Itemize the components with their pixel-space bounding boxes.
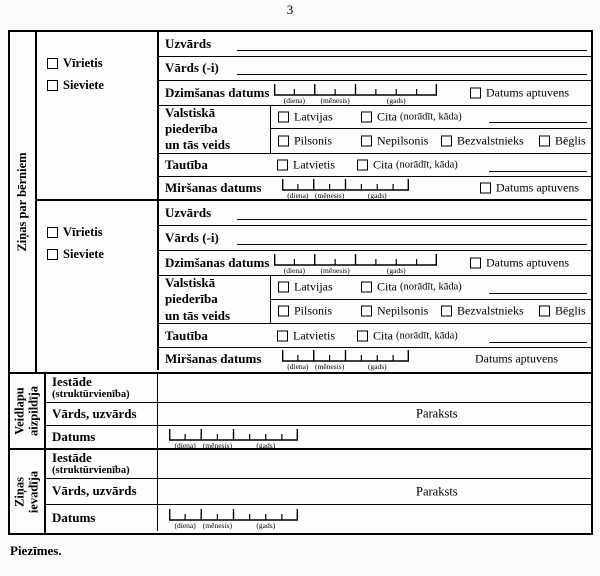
institution-input-area[interactable] [158,374,591,402]
other-citizenship-checkbox[interactable] [361,282,372,293]
notes-heading: Piezīmes. [10,543,62,558]
entered-by-rotated-header [10,450,46,533]
other-ethnicity-checkbox[interactable] [357,330,368,341]
date-unit-labels: (diena) (mēnesis) (gads) [174,441,276,450]
date-input-area [158,426,591,448]
surname-label: Uzvārds [165,205,212,220]
male-label: Vīrietis [63,56,103,70]
latvian-checkbox[interactable] [277,330,288,341]
latvia-checkbox[interactable] [278,112,289,123]
latvian-checkbox[interactable] [277,160,288,171]
sex-option-female [47,247,104,262]
surname-input-line[interactable] [237,50,587,51]
child-fields [159,32,591,199]
status-refugee-option: Bēglis [539,304,586,319]
birth-date-field[interactable] [274,253,437,275]
signature-label: Paraksts [416,484,458,498]
citizenship-other-option: Cita (norādīt, kāda) [361,110,462,125]
ethnicity-row [159,324,591,348]
date-unit-labels: (diena) (mēnesis) (gads) [287,191,387,201]
filled-date-field[interactable] [169,428,298,450]
full-name-label: Vārds, uzvārds [46,403,158,425]
ethnicity-label: Tautība [165,327,208,343]
citizenship-latvia-option: Latvijas [278,110,333,125]
surname-input-line[interactable] [237,219,587,220]
filled-by-rotated-header [10,374,46,448]
death-date-field[interactable] [282,349,409,371]
citizenship-other-option: Cita (norādīt, kāda) [361,280,462,295]
given-name-row [159,226,591,251]
other-citizenship-checkbox[interactable] [361,112,372,123]
death-date-label: Miršanas datums [165,180,262,196]
death-date-label: Miršanas datums [165,351,262,366]
birth-date-approx-checkbox[interactable] [470,87,481,98]
citizenship-options [271,276,591,323]
date-ruler [169,508,298,521]
child-block-2 [37,201,591,370]
citizenship-country-subrow [271,106,591,130]
status-noncitizen-option: Nepilsonis [361,134,428,149]
male-label: Vīrietis [63,225,103,239]
entered-date-field[interactable] [169,508,298,530]
surname-row [159,32,591,57]
status-noncitizen-option: Nepilsonis [361,304,428,319]
citizen-checkbox[interactable] [278,306,289,317]
institution-input-area[interactable] [158,450,591,478]
entered-by-rows [46,450,591,533]
ethnicity-label: Tautība [165,157,208,173]
birth-date-approx-checkbox[interactable] [470,258,481,269]
status-refugee-option: Bēglis [539,134,586,149]
birth-date-row [159,81,591,106]
section-filled-by [10,372,591,448]
citizenship-row [159,106,591,154]
citizenship-label: Valstiskā piederība un tās veids [159,106,271,153]
citizenship-country-subrow [271,276,591,300]
status-stateless-option: Bezvalstnieks [441,304,524,319]
date-label: Datums [46,426,158,448]
child-block-1 [37,32,591,201]
ethnicity-other-option: Cita (norādīt, kāda) [357,328,458,343]
latvia-checkbox[interactable] [278,282,289,293]
date-ruler [282,178,409,191]
date-ruler [282,349,409,362]
birth-date-approx-option: Datums aptuvens [470,256,569,271]
institution-row [46,374,591,403]
status-stateless-option: Bezvalstnieks [441,134,524,149]
death-date-approx-label: Datums aptuvens [475,351,558,366]
death-date-approx-option: Datums aptuvens [480,181,579,196]
given-name-row [159,57,591,82]
male-checkbox[interactable] [47,227,58,238]
date-label: Datums [46,505,158,531]
filled-by-rows [46,374,591,448]
noncitizen-checkbox[interactable] [361,306,372,317]
stateless-checkbox[interactable] [441,136,452,147]
other-citizenship-input-line[interactable] [489,122,587,123]
female-label: Sieviete [63,247,104,261]
children-rotated-header [10,32,37,372]
other-ethnicity-checkbox[interactable] [357,160,368,171]
refugee-checkbox[interactable] [539,136,550,147]
children-blocks [37,32,591,372]
status-citizen-option: Pilsonis [278,134,332,149]
given-name-label: Vārds (-i) [165,230,219,245]
given-name-input-line[interactable] [237,74,587,75]
birth-date-approx-label: Datums aptuvens [486,85,569,100]
institution-row [46,450,591,479]
birth-date-label: Dzimšanas datums [165,84,270,100]
filled-by-rotated-label: Veidlapu aizpildīja [12,385,40,437]
citizen-checkbox[interactable] [278,136,289,147]
birth-date-approx-option [470,85,569,100]
female-checkbox[interactable] [47,249,58,260]
birth-date-label: Dzimšanas datums [165,255,270,270]
citizenship-status-subrow [271,129,591,152]
birth-date-field[interactable] [274,83,437,105]
birth-date-row [159,251,591,276]
citizenship-row [159,276,591,324]
sex-option-male [47,56,103,71]
form-table [8,30,593,535]
institution-label: Iestāde (struktūrvienība) [46,374,158,402]
noncitizen-checkbox[interactable] [361,136,372,147]
citizenship-options [271,106,591,153]
page-number: 3 [286,2,294,17]
child-fields [159,201,591,370]
given-name-label: Vārds (-i) [165,60,219,76]
full-name-label: Vārds, uzvārds [46,479,158,504]
date-row [46,426,591,448]
death-date-row [159,348,591,370]
other-citizenship-input-line[interactable] [489,293,587,294]
full-name-row [46,479,591,505]
full-name-input-area[interactable] [158,479,591,504]
surname-row [159,201,591,226]
other-ethnicity-input-line[interactable] [489,171,587,172]
date-unit-labels: (diena) (mēnesis) (gads) [283,266,406,275]
ethnicity-latvian-option: Latvietis [277,328,335,343]
children-rotated-label: Ziņas par bērniem [14,152,29,252]
signature-label: Paraksts [416,406,458,421]
death-date-field[interactable] [282,178,409,200]
male-checkbox[interactable] [47,58,58,69]
sex-option-female [47,78,104,93]
date-unit-labels: (diena) (mēnesis) (gads) [287,362,387,371]
section-children [10,32,591,372]
entered-by-rotated-label: Ziņas ievadīja [12,470,40,513]
given-name-input-line[interactable] [237,244,587,245]
date-ruler [274,253,437,266]
sex-option-male [47,225,103,240]
other-ethnicity-input-line[interactable] [489,342,587,343]
female-checkbox[interactable] [47,80,58,91]
ethnicity-other-option: Cita (norādīt, kāda) [357,158,458,173]
ethnicity-row [159,154,591,178]
citizenship-status-subrow [271,300,591,323]
sex-column [37,32,159,199]
surname-label: Uzvārds [165,35,212,51]
date-row [46,505,591,531]
status-citizen-option: Pilsonis [278,304,332,319]
citizenship-latvia-option: Latvijas [278,280,333,295]
stateless-checkbox[interactable] [441,306,452,317]
full-name-row [46,403,591,426]
citizenship-label: Valstiskā piederība un tās veids [159,276,271,323]
sex-column [37,201,159,370]
date-input-area [158,505,591,531]
death-date-approx-checkbox[interactable] [480,183,491,194]
institution-label: Iestāde (struktūrvienība) [46,450,158,478]
date-ruler [274,83,437,96]
date-unit-labels: (diena) (mēnesis) (gads) [283,96,406,106]
date-ruler [169,428,298,441]
ethnicity-latvian-option: Latvietis [277,158,335,173]
full-name-input-area[interactable] [158,403,591,425]
female-label: Sieviete [63,78,104,92]
death-date-row [159,177,591,199]
section-entered-by [10,448,591,533]
refugee-checkbox[interactable] [539,306,550,317]
date-unit-labels: (diena) (mēnesis) (gads) [174,521,276,530]
